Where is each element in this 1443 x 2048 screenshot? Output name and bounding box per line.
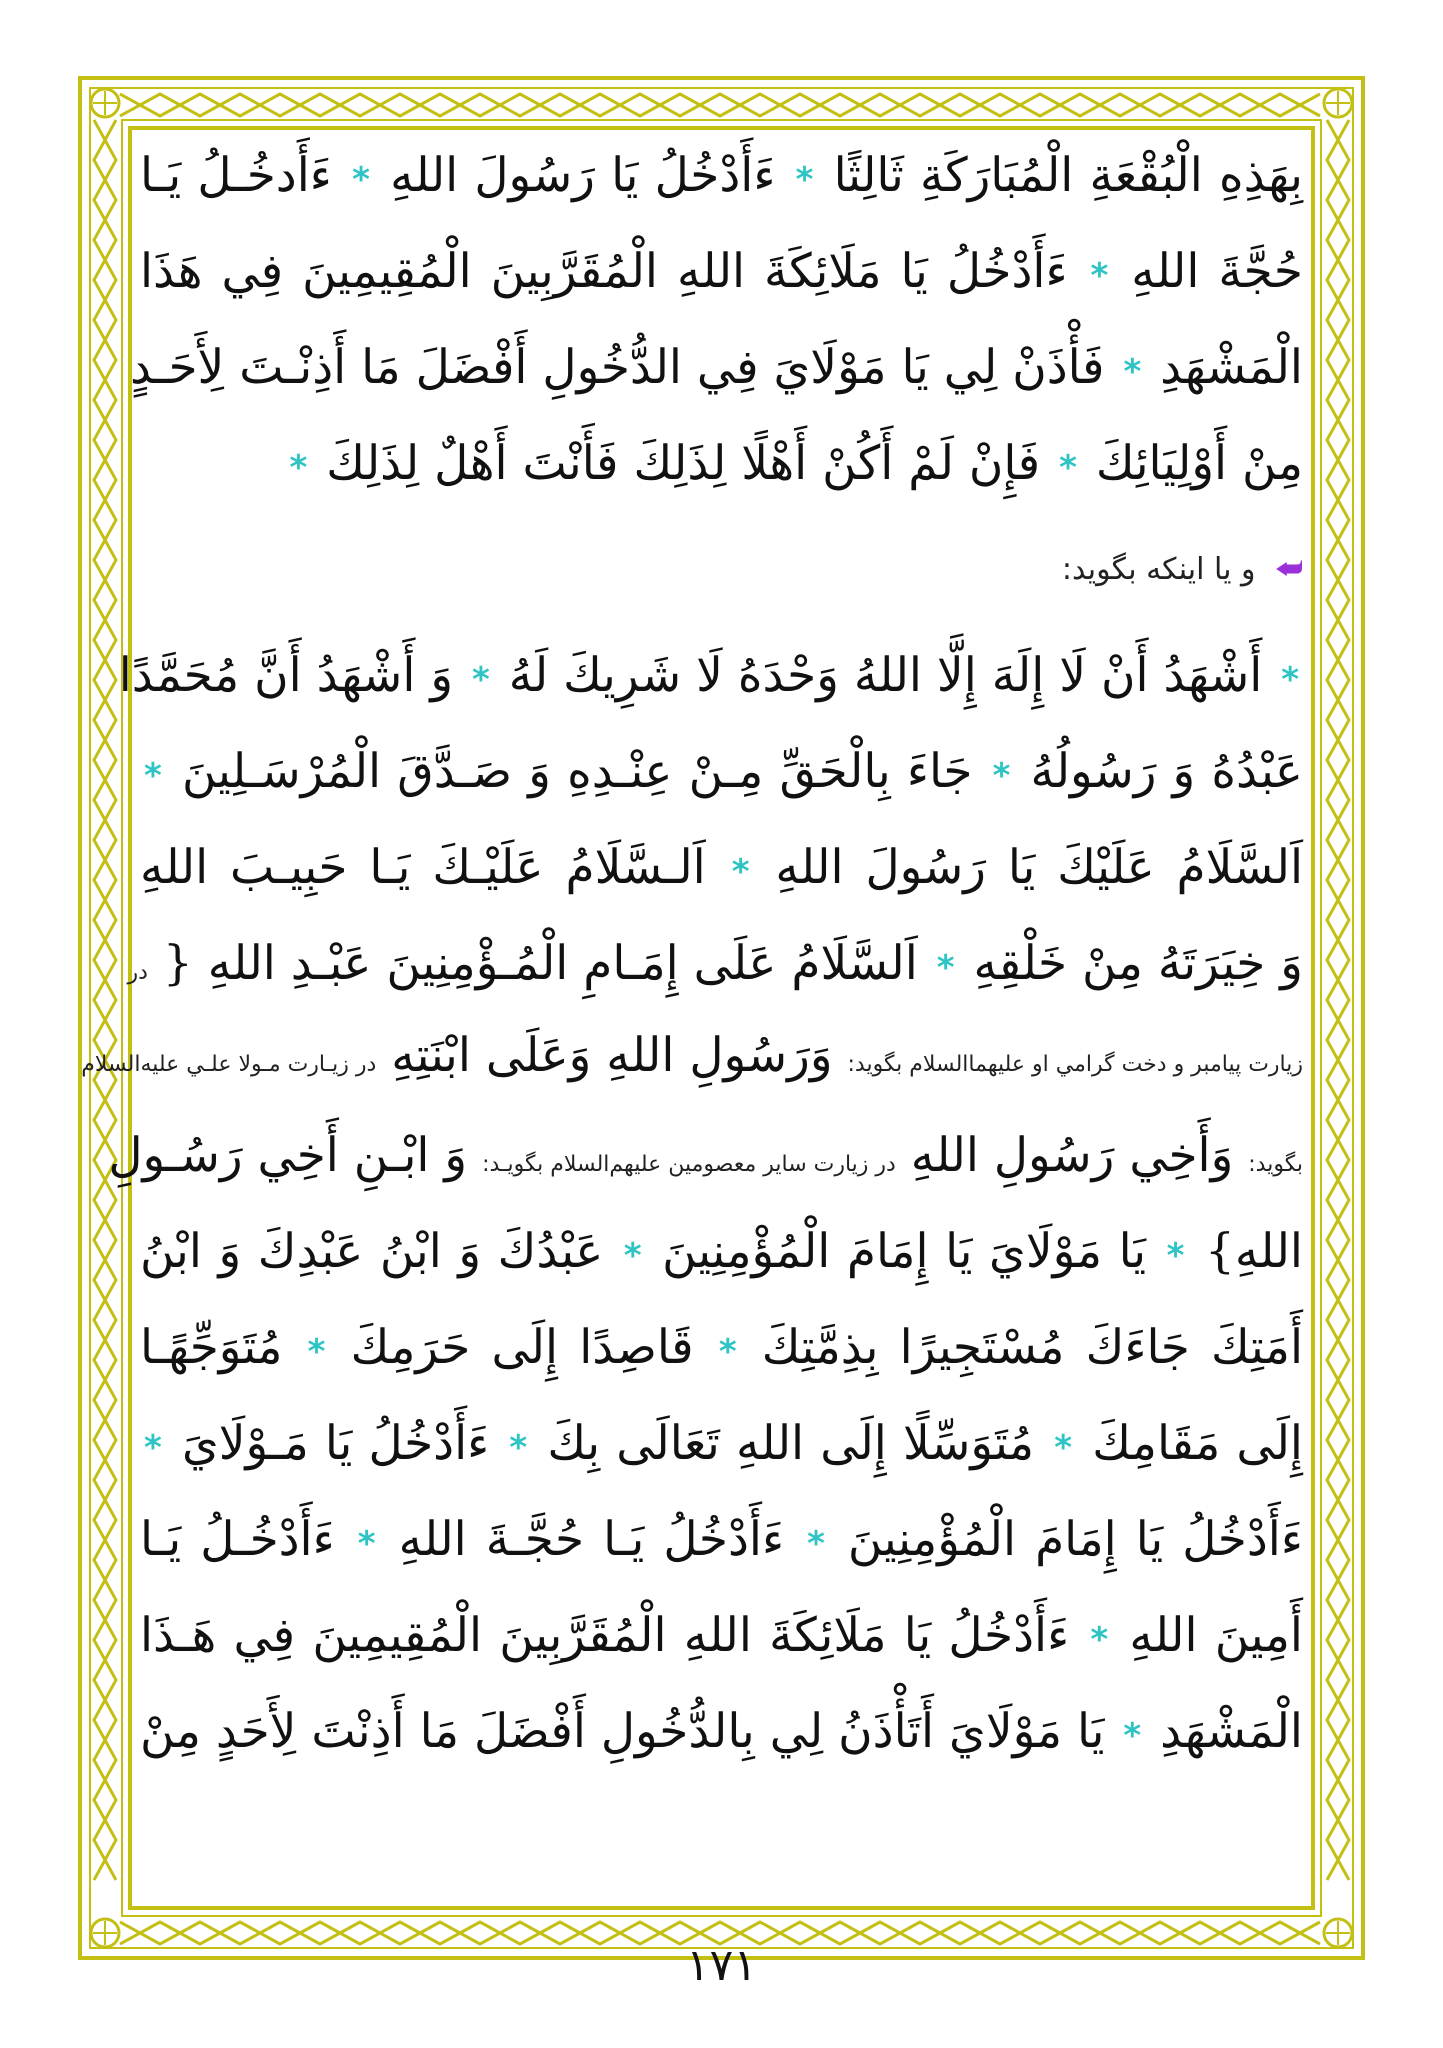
star-separator: *	[1090, 256, 1109, 296]
arabic-text: عَبْدُهُ وَ رَسُولُهُ	[1030, 744, 1303, 799]
star-separator: *	[807, 1524, 825, 1564]
star-separator: *	[357, 1524, 376, 1564]
instruction-text: و يا اينكه بگويد:	[1061, 552, 1256, 587]
arabic-text: مُتَوَجِّهًـا	[140, 1320, 283, 1375]
star-separator: *	[509, 1428, 528, 1468]
star-separator: *	[1054, 1428, 1073, 1468]
text-line	[140, 224, 1303, 320]
text-line	[140, 724, 1303, 820]
star-separator: *	[144, 756, 162, 796]
star-separator: *	[144, 1428, 162, 1468]
text-line	[140, 416, 1303, 512]
star-separator: *	[352, 160, 370, 200]
star-separator: *	[1123, 352, 1142, 392]
persian-note: زيارت پيامبر و دخت گرامي او عليهماالسلام بگويد:	[847, 1052, 1303, 1077]
arabic-text: فَإِنْ لَمْ أَكُنْ أَهْلًا لِذَلِكَ فَأَنْتَ أَهْلٌ لِذَلِكَ	[326, 436, 1041, 491]
page-body	[81, 128, 1304, 1903]
arabic-text: وَ خِيَرَتَهُ مِنْ خَلْقِهِ	[973, 936, 1303, 991]
arabic-text: ءَأَدخُـلُ يَـا	[140, 148, 332, 203]
text-line	[108, 1108, 1303, 1204]
star-separator: *	[1166, 1236, 1185, 1276]
star-separator: *	[471, 660, 490, 700]
page-number: ١٧١	[686, 1940, 757, 1991]
text-line	[140, 820, 1303, 916]
star-separator: *	[731, 852, 750, 892]
persian-note: در زيـارت مـولا علـي عليه‌السلام	[81, 1052, 377, 1077]
instruction-line	[140, 540, 1303, 600]
text-line	[118, 628, 1303, 724]
arabic-text: وَ أَشْهَدُ أَنَّ مُحَمَّدًا	[118, 648, 454, 703]
text-line	[127, 916, 1303, 1012]
arabic-text: يَا مَوْلَايَ أَتَأْذَنُ لِي بِالدُّخُولِ أَفْضَلَ مَا أَذِنْتَ لِأَحَدٍ مِنْ	[140, 1704, 1105, 1759]
arabic-text: بِهَذِهِ الْبُقْعَةِ الْمُبَارَكَةِ ثَالِثًا	[833, 148, 1303, 203]
text-line	[140, 1588, 1303, 1684]
arabic-text: مِنْ أَوْلِيَائِكَ	[1095, 436, 1303, 491]
arabic-text: ءَأَدْخُلُ يَا رَسُولَ اللهِ	[390, 148, 776, 203]
star-separator: *	[718, 1332, 737, 1372]
arabic-text: حُجَّةَ اللهِ	[1131, 244, 1303, 299]
arabic-text: ءَأَدْخُلُ يَـا حُجَّـةَ اللهِ	[398, 1512, 785, 1567]
arabic-text: يَا مَوْلَايَ يَا إِمَامَ الْمُؤْمِنِينَ	[662, 1224, 1147, 1279]
star-separator: *	[1281, 660, 1299, 700]
arabic-text: جَاءَ بِالْحَقِّ مِـنْ عِنْـدِهِ وَ صَـدَّقَ الْمُرْسَـلِينَ	[181, 744, 973, 799]
arabic-text: فَأْذَنْ لِي يَا مَوْلَايَ فِي الدُّخُولِ أَفْضَلَ مَا أَذِنْـتَ لِأَحَـدٍ	[130, 340, 1105, 395]
arabic-text: عَبْدُكَ وَ ابْنُ عَبْدِكَ وَ ابْنُ	[140, 1224, 604, 1279]
text-line	[140, 1684, 1303, 1780]
arabic-text: أَمِينَ اللهِ	[1129, 1608, 1303, 1663]
text-line	[140, 1492, 1303, 1588]
arabic-text: أَشْهَدُ أَنْ لَا إِلَهَ إِلَّا اللهُ وَحْدَهُ لَا شَرِيكَ لَهُ	[508, 648, 1263, 703]
arabic-text: اَلسَّلَامُ عَلَيْكَ يَا رَسُولَ اللهِ	[775, 840, 1304, 895]
arabic-text: مُتَوَسِّلًا إِلَى اللهِ تَعَالَى بِكَ	[547, 1416, 1035, 1471]
star-separator: *	[992, 756, 1011, 796]
star-separator: *	[795, 160, 814, 200]
arabic-text: ءَأَدْخُلُ يَا مَلَائِكَةَ اللهِ الْمُقَرَّبِينَ الْمُقِيمِينَ فِي هَـذَا	[140, 1608, 1070, 1663]
arabic-text: وَرَسُولِ اللهِ وَعَلَى ابْنَتِهِ	[391, 1028, 833, 1083]
persian-note: در زيارت ساير معصومين عليهم‌السلام بگويـد:	[482, 1152, 896, 1177]
arabic-text: الْمَشْهَدِ	[1160, 1704, 1303, 1759]
arabic-text: أَمَتِكَ جَاءَكَ مُسْتَجِيرًا بِذِمَّتِكَ	[761, 1320, 1304, 1375]
arabic-text: قَاصِدًا إِلَى حَرَمِكَ	[350, 1320, 694, 1375]
star-separator: *	[623, 1236, 642, 1276]
arabic-text: إِلَى مَقَامِكَ	[1092, 1416, 1303, 1471]
star-separator: *	[1123, 1716, 1142, 1756]
arabic-text: اَلسَّلَامُ عَلَى إِمَـامِ الْمُـؤْمِنِينَ عَبْـدِ اللهِ {	[162, 936, 918, 991]
persian-note: بگويد:	[1248, 1152, 1303, 1177]
arabic-text: الْمَشْهَدِ	[1160, 340, 1303, 395]
arabic-text: اَلـسَّلَامُ عَلَيْـكَ يَـا حَبِيـبَ اللهِ	[140, 840, 706, 895]
star-separator: *	[307, 1332, 326, 1372]
text-line	[140, 1300, 1303, 1396]
text-line	[140, 1204, 1303, 1300]
bookmark-arrow-icon: ⮨	[1275, 552, 1303, 587]
star-separator: *	[936, 948, 955, 988]
arabic-text: ءَأَدْخُلُ يَا مَلَائِكَةَ اللهِ الْمُقَرَّبِينَ الْمُقِيمِينَ فِي هَذَا	[140, 244, 1068, 299]
text-line	[130, 320, 1303, 416]
star-separator: *	[1059, 448, 1077, 488]
persian-note: در	[127, 960, 148, 985]
text-line	[140, 1396, 1303, 1492]
arabic-text: اللهِ}	[1204, 1224, 1303, 1279]
star-separator: *	[1090, 1620, 1109, 1660]
arabic-text: ءَأَدْخُلُ يَا إِمَامَ الْمُؤْمِنِينَ	[847, 1512, 1303, 1567]
star-separator: *	[289, 448, 308, 488]
arabic-text: وَ ابْـنِ أَخِي رَسُـولِ	[108, 1128, 468, 1183]
arabic-text: وَأَخِي رَسُولِ اللهِ	[910, 1128, 1234, 1183]
text-line	[81, 1008, 1303, 1104]
arabic-text: ءَأَدْخُـلُ يَـا	[140, 1512, 335, 1567]
arabic-text: ءَأَدْخُلُ يَا مَـوْلَايَ	[181, 1416, 490, 1471]
text-line	[140, 128, 1303, 224]
